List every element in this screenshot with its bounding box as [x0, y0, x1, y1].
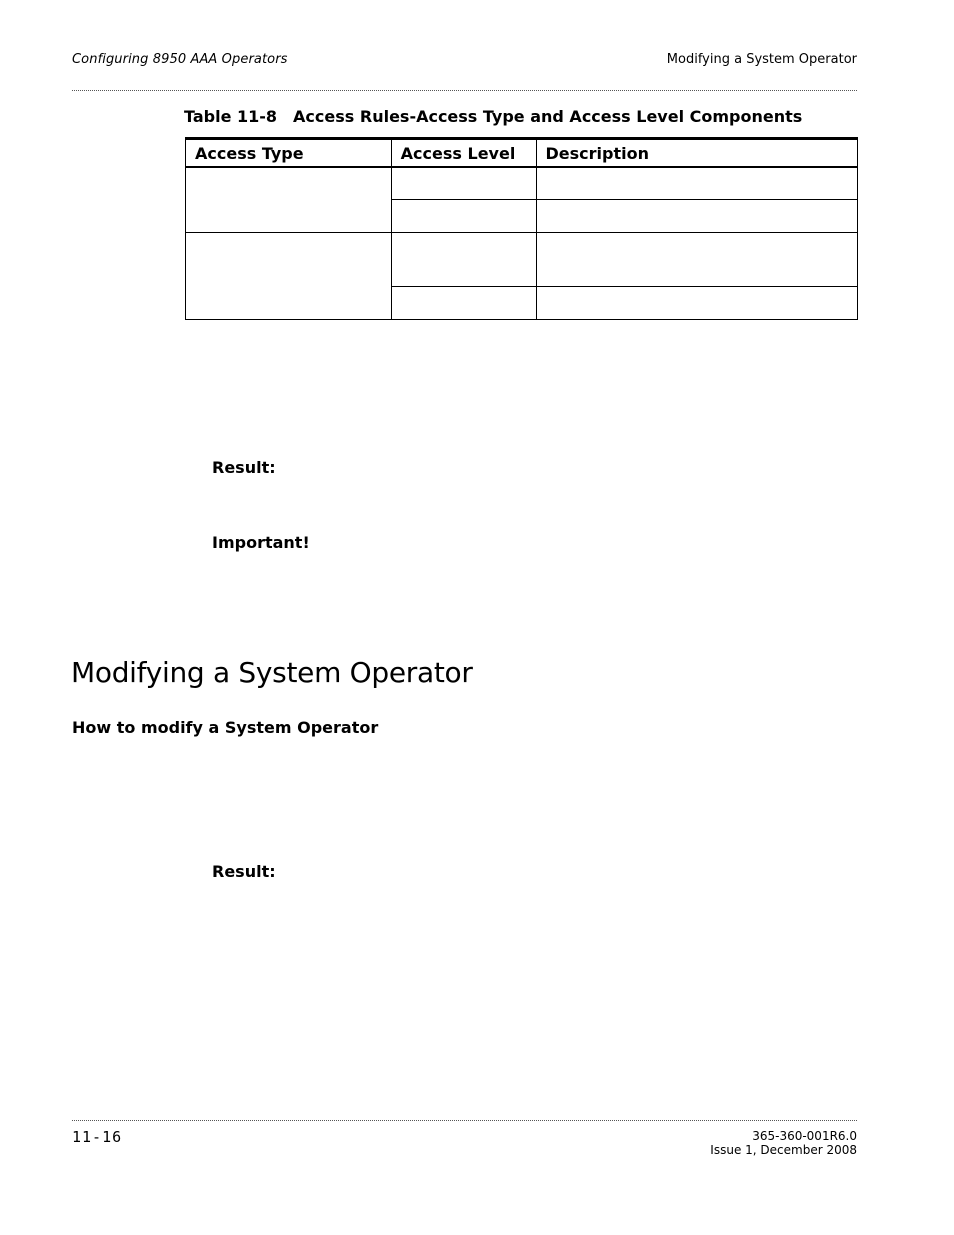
document-number: 365-360-001R6.0: [752, 1129, 857, 1143]
table-caption: [184, 107, 802, 126]
table-cell-access-type: [186, 233, 392, 320]
section-title: Modifying a System Operator: [71, 656, 473, 689]
result-label: Result:: [212, 458, 276, 477]
table-cell-description: [536, 287, 858, 320]
important-label: Important!: [212, 533, 310, 552]
header-divider: [72, 90, 857, 91]
table-caption-title: Access Rules-Access Type and Access Level Components: [293, 107, 803, 126]
table-cell-access-level: [391, 167, 536, 200]
document-id: [710, 1129, 857, 1157]
table-row: [186, 233, 858, 287]
column-header-access-level: Access Level: [391, 139, 536, 167]
table-caption-number: Table 11-8: [184, 107, 278, 126]
table-cell-description: [536, 233, 858, 287]
running-header-chapter: Configuring 8950 AAA Operators: [72, 52, 288, 67]
access-rules-table: [185, 137, 858, 320]
running-header-section: Modifying a System Operator: [666, 52, 857, 67]
page-number: 11-16: [72, 1128, 123, 1146]
table-row: [186, 167, 858, 200]
table-cell-access-level: [391, 287, 536, 320]
table-cell-access-level: [391, 233, 536, 287]
table-cell-description: [536, 200, 858, 233]
column-header-access-type: Access Type: [186, 139, 392, 167]
result-label: Result:: [212, 862, 276, 881]
table-cell-access-level: [391, 200, 536, 233]
column-header-description: Description: [536, 139, 858, 167]
procedure-heading: How to modify a System Operator: [72, 718, 379, 737]
footer-divider: [72, 1120, 857, 1121]
document-issue: Issue 1, December 2008: [710, 1143, 857, 1157]
table-cell-description: [536, 167, 858, 200]
table-header-row: [186, 139, 858, 167]
table-cell-access-type: [186, 167, 392, 233]
